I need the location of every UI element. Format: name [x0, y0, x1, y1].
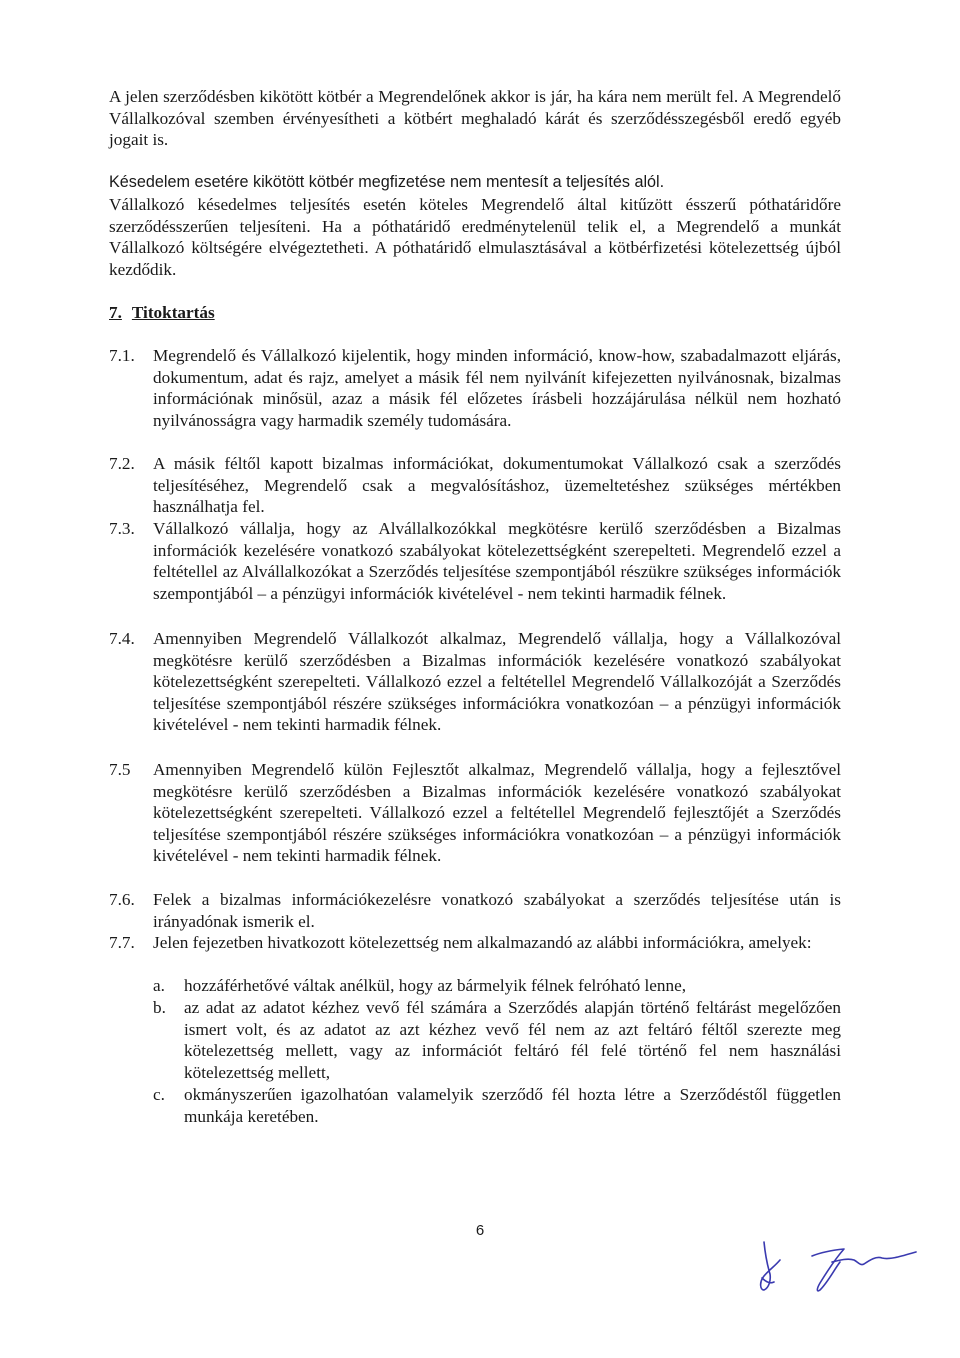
subclause-letter: c.	[153, 1085, 165, 1104]
subclause-a	[153, 975, 841, 997]
clause-text: Amennyiben Megrendelő külön Fejlesztőt alkalmaz, Megrendelő vállalja, hogy a fejlesztővel megkötésre kerülő szerződésben a Bizalmas információk kezelésére vonatkozó szabályokat kötelezettségként szerepelteti. Vállalkozó ezzel a feltétellel Megrendelő fejlesztőjét a Szerződés teljesítése szempontjából részére szükséges információkra vonatkozóan – a pénzügyi információk kivételével - nem tekinti harmadik félnek.	[153, 760, 841, 865]
clause-7-6	[109, 889, 841, 932]
subclause-text: hozzáférhetővé váltak anélkül, hogy az bármelyik félnek felróható lenne,	[184, 976, 687, 995]
clause-text: Jelen fejezetben hivatkozott kötelezettség nem alkalmazandó az alábbi információkra, amelyek:	[153, 933, 812, 952]
subclause-b	[153, 997, 841, 1083]
clause-number: 7.4.	[109, 629, 135, 648]
subclause-text: okmányszerűen igazolhatóan valamelyik szerződő fél hozta létre a Szerződéstől független munkája keretében.	[184, 1085, 841, 1126]
section-heading	[109, 302, 215, 323]
page-number: 6	[475, 1222, 485, 1239]
clause-7-2	[109, 453, 841, 518]
clause-number: 7.1.	[109, 346, 135, 365]
subclause-text: az adat az adatot kézhez vevő fél számára a Szerződés alapján történő feltárást megelőzően ismert volt, és az adatot az azt kézhez vevő fél nem az azt feltáró féltől szerezte meg kötelezettség mellett, vagy az információt feltáró fél felé történő fel nem használási kötelezettség mellett,	[184, 998, 841, 1082]
section-number: 7.	[109, 303, 122, 322]
clause-7-3	[109, 518, 841, 604]
clause-number: 7.2.	[109, 454, 135, 473]
handwritten-signature	[740, 1238, 930, 1300]
clause-number: 7.3.	[109, 519, 135, 538]
intro-paragraph-2: Késedelem esetére kikötött kötbér megfizetése nem mentesít a teljesítés alól.	[109, 173, 665, 191]
subclause-c	[153, 1084, 841, 1127]
clause-number: 7.5	[109, 760, 131, 779]
clause-text: A másik féltől kapott bizalmas információkat, dokumentumokat Vállalkozó csak a szerződés teljesítéséhez, Megrendelő csak a megvalósításhoz, üzemeltetéshez szükséges mértékben használhatja fel.	[153, 454, 841, 516]
intro-paragraph-1: A jelen szerződésben kikötött kötbér a Megrendelőnek akkor is jár, ha kára nem merült fel. A Megrendelő Vállalkozóval szemben érvényesítheti a kötbért meghaladó kárát és szerződésszegésből eredő egyéb jogait is.	[109, 87, 841, 149]
clause-text: Felek a bizalmas információkezelésre vonatkozó szabályokat a szerződés teljesítése után is irányadónak ismerik el.	[153, 890, 841, 931]
clause-7-5	[109, 759, 841, 867]
intro-paragraph-3: Vállalkozó késedelmes teljesítés esetén köteles Megrendelő által kitűzött ésszerű póthatáridőre szerződésszerűen teljesíteni. Ha a póthatáridő eredménytelenül telik el, a Megrendelő a munkát Vállalkozó költségére elvégeztetheti. A póthatáridő elmulasztásával a kötbérfizetési kötelezettség újból kezdődik.	[109, 195, 841, 279]
subclause-letter: b.	[153, 998, 166, 1017]
subclause-letter: a.	[153, 976, 165, 995]
clause-text: Megrendelő és Vállalkozó kijelentik, hogy minden információ, know-how, szabadalmazott eljárás, dokumentum, adat és rajz, amelyet a másik fél nem nyilvánít kifejezetten nyilvánosnak, bizalmas információnak minősül, azaz a másik fél előzetes írásbeli hozzájárulása nélkül nem hozható nyilvánosságra vagy harmadik személy tudomására.	[153, 346, 841, 430]
clause-number: 7.7.	[109, 933, 135, 952]
clause-7-4	[109, 628, 841, 736]
section-title: Titoktartás	[131, 303, 215, 322]
clause-number: 7.6.	[109, 890, 135, 909]
clause-text: Vállalkozó vállalja, hogy az Alvállalkozókkal megkötésre kerülő szerződésben a Bizalmas információk kezelésére vonatkozó szabályokat kötelezettségként szerepelteti. Megrendelő ezzel a feltétellel az Alvállalkozókat a Szerződés teljesítése szempontjából részükre szükséges információk szempontjából – a pénzügyi információk kivételével - nem tekinti harmadik félnek.	[153, 519, 841, 603]
clause-text: Amennyiben Megrendelő Vállalkozót alkalmaz, Megrendelő vállalja, hogy a Vállalkozóval megkötésre kerülő szerződésben a Bizalmas információk kezelésére vonatkozó szabályokat kötelezettségként szerepelteti. Vállalkozó ezzel a feltétellel Megrendelő Vállalkozóját a Szerződés teljesítése szempontjából részére szükséges információkra vonatkozóan – a pénzügyi információk kivételével - nem tekinti harmadik félnek.	[153, 629, 841, 734]
clause-7-7	[109, 932, 841, 954]
clause-7-1	[109, 345, 841, 431]
